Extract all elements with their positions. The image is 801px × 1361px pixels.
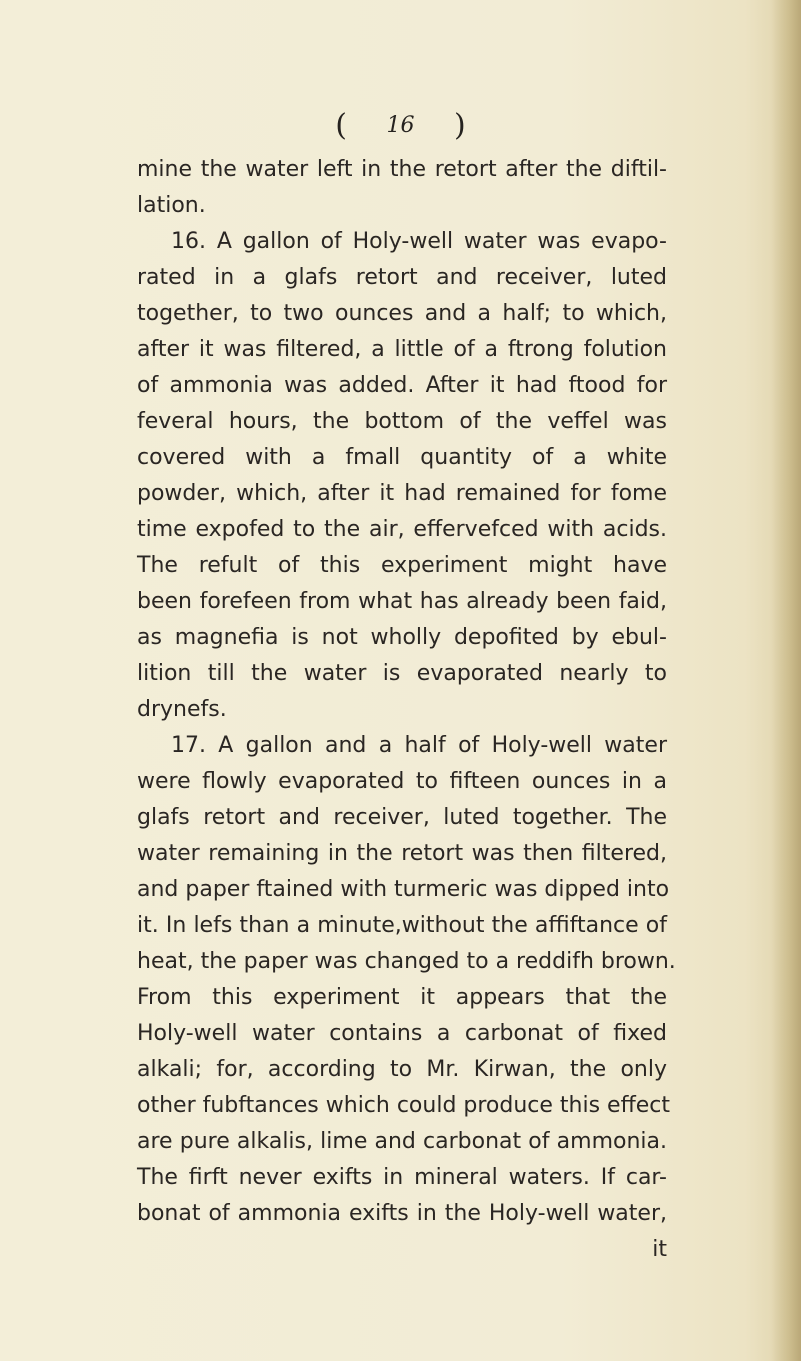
text-line: and paper ftained with turmeric was dipped into: [137, 877, 670, 902]
text-line: together, to two ounces and a half; to which,: [137, 301, 667, 326]
text-line: water remaining in the retort was then filtered,: [137, 841, 667, 866]
header-close-paren: ): [454, 108, 466, 143]
text-line: mine the water left in the retort after the diftil-: [137, 157, 667, 182]
page-edge-shadow: [771, 0, 801, 1361]
text-line: powder, which, after it had remained for fome: [137, 481, 667, 506]
text-line: it. In lefs than a minute,without the affiftance of: [137, 913, 667, 938]
page-number: 16: [386, 113, 415, 138]
page-header: [0, 108, 801, 143]
text-line: time expofed to the air, effervefced with acids.: [137, 517, 667, 542]
text-line: been forefeen from what has already been faid,: [137, 589, 667, 614]
catchword: it: [652, 1237, 667, 1262]
text-line: of ammonia was added. After it had ftood for: [137, 373, 667, 398]
text-line: The refult of this experiment might have: [137, 553, 667, 578]
text-line: feveral hours, the bottom of the veffel was: [137, 409, 667, 434]
text-line: Holy-well water contains a carbonat of fixed: [137, 1021, 667, 1046]
text-line: glafs retort and receiver, luted together. The: [137, 805, 667, 830]
header-open-paren: (: [335, 108, 347, 143]
text-line: heat, the paper was changed to a reddifh brown.: [137, 949, 676, 974]
text-line: were flowly evaporated to fifteen ounces in a: [137, 769, 667, 794]
text-line: From this experiment it appears that the: [137, 985, 667, 1010]
text-line: alkali; for, according to Mr. Kirwan, the only: [137, 1057, 667, 1082]
text-line: are pure alkalis, lime and carbonat of ammonia.: [137, 1129, 667, 1154]
text-line: bonat of ammonia exifts in the Holy-well water,: [137, 1201, 667, 1226]
text-line: after it was filtered, a little of a ftrong folution: [137, 337, 667, 362]
text-line: lition till the water is evaporated nearly to: [137, 661, 667, 686]
text-line: The firft never exifts in mineral waters. If car-: [137, 1165, 667, 1190]
text-line: lation.: [137, 193, 206, 218]
text-line: 16. A gallon of Holy-well water was evapo-: [171, 229, 667, 254]
text-line: 17. A gallon and a half of Holy-well water: [171, 733, 667, 758]
text-line: rated in a glafs retort and receiver, luted: [137, 265, 667, 290]
text-line: as magnefia is not wholly depofited by ebul-: [137, 625, 667, 650]
text-line: other fubftances which could produce this effect: [137, 1093, 671, 1118]
text-line: covered with a fmall quantity of a white: [137, 445, 667, 470]
text-line: drynefs.: [137, 697, 227, 722]
